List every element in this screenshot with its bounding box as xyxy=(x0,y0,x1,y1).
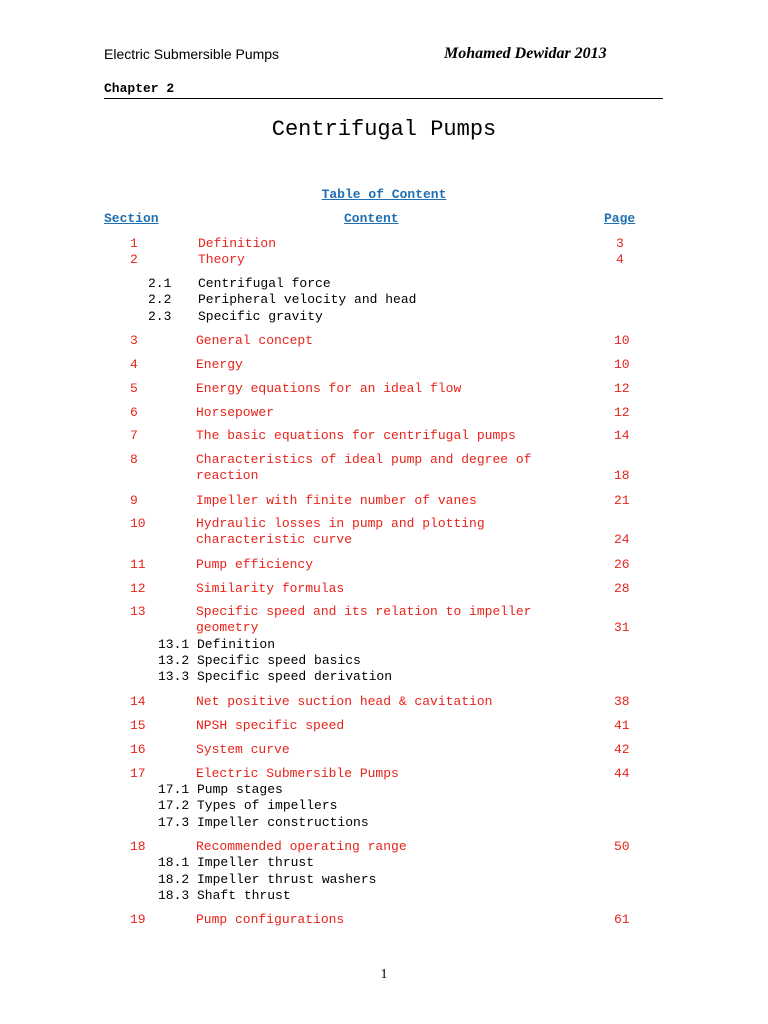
toc-page-number: 31 xyxy=(614,620,630,635)
toc-subsection-number: 2.1 xyxy=(148,276,172,291)
toc-section-number: 15 xyxy=(130,718,146,733)
toc-entry-title: Similarity formulas xyxy=(196,581,345,596)
toc-page-number: 10 xyxy=(614,333,630,348)
page-title: Centrifugal Pumps xyxy=(271,117,497,142)
toc-section-number: 16 xyxy=(130,742,146,757)
toc-subsection-number: 2.2 xyxy=(148,292,172,307)
toc-entry-title: Hydraulic losses in pump and plotting xyxy=(196,516,485,531)
toc-entry-title: Recommended operating range xyxy=(196,839,407,854)
toc-subentry: 13.2 Specific speed basics xyxy=(158,653,361,668)
toc-entry-title: Characteristics of ideal pump and degree of xyxy=(196,452,532,467)
toc-subentry: 13.3 Specific speed derivation xyxy=(158,669,393,684)
toc-page-number: 28 xyxy=(614,581,630,596)
toc-entry-title: Electric Submersible Pumps xyxy=(196,766,399,781)
toc-page-number: 61 xyxy=(614,912,630,927)
toc-subentry-title: Specific gravity xyxy=(198,309,323,324)
toc-entry-title: System curve xyxy=(196,742,290,757)
toc-page-number: 21 xyxy=(614,493,630,508)
toc-entry-title: Energy xyxy=(196,357,243,372)
toc-subentry-title: Centrifugal force xyxy=(198,276,331,291)
running-header-author: Mohamed Dewidar 2013 xyxy=(444,45,607,62)
toc-subentry: 18.2 Impeller thrust washers xyxy=(158,872,377,887)
toc-section-number: 17 xyxy=(130,766,146,781)
toc-section-number: 1 xyxy=(130,236,138,251)
toc-page-number: 4 xyxy=(616,252,624,267)
page-number: 1 xyxy=(380,967,388,982)
toc-section-number: 7 xyxy=(130,428,138,443)
toc-page-number: 26 xyxy=(614,557,630,572)
toc-page-number: 12 xyxy=(614,381,630,396)
toc-entry-title: Theory xyxy=(198,252,245,267)
toc-section-number: 2 xyxy=(130,252,138,267)
toc-section-number: 8 xyxy=(130,452,138,467)
toc-section-number: 3 xyxy=(130,333,138,348)
toc-section-number: 18 xyxy=(130,839,146,854)
header-rule xyxy=(104,98,663,99)
toc-section-number: 12 xyxy=(130,581,146,596)
toc-section-number: 13 xyxy=(130,604,146,619)
toc-page-number: 41 xyxy=(614,718,630,733)
toc-entry-title: Pump configurations xyxy=(196,912,345,927)
toc-column-page: Page xyxy=(604,211,636,226)
toc-entry-title: The basic equations for centrifugal pumps xyxy=(196,428,516,443)
toc-subentry: 13.1 Definition xyxy=(158,637,276,652)
toc-entry-title-continued: geometry xyxy=(196,620,259,635)
toc-entry-title: NPSH specific speed xyxy=(196,718,345,733)
toc-page-number: 38 xyxy=(614,694,630,709)
toc-subentry: 18.3 Shaft thrust xyxy=(158,888,291,903)
toc-section-number: 19 xyxy=(130,912,146,927)
toc-entry-title: Net positive suction head & cavitation xyxy=(196,694,493,709)
toc-section-number: 5 xyxy=(130,381,138,396)
toc-subentry: 17.1 Pump stages xyxy=(158,782,283,797)
toc-subentry: 18.1 Impeller thrust xyxy=(158,855,315,870)
toc-page-number: 3 xyxy=(616,236,624,251)
toc-entry-title-continued: characteristic curve xyxy=(196,532,353,547)
toc-page-number: 50 xyxy=(614,839,630,854)
toc-entry-title: Pump efficiency xyxy=(196,557,314,572)
toc-subentry: 17.2 Types of impellers xyxy=(158,798,338,813)
chapter-label: Chapter 2 xyxy=(104,81,175,96)
toc-page-number: 14 xyxy=(614,428,630,443)
running-header-left: Electric Submersible Pumps xyxy=(104,46,280,62)
toc-entry-title: Specific speed and its relation to impeller xyxy=(196,604,532,619)
toc-page-number: 44 xyxy=(614,766,630,781)
toc-page-number: 18 xyxy=(614,468,630,483)
toc-section-number: 4 xyxy=(130,357,138,372)
toc-page-number: 42 xyxy=(614,742,630,757)
toc-column-section: Section xyxy=(104,211,159,226)
toc-entry-title-continued: reaction xyxy=(196,468,259,483)
toc-title: Table of Content xyxy=(321,187,447,202)
toc-column-content: Content xyxy=(344,211,399,226)
toc-section-number: 10 xyxy=(130,516,146,531)
toc-entry-title: Energy equations for an ideal flow xyxy=(196,381,462,396)
toc-subentry: 17.3 Impeller constructions xyxy=(158,815,369,830)
toc-subsection-number: 2.3 xyxy=(148,309,172,324)
toc-entry-title: Horsepower xyxy=(196,405,275,420)
toc-page-number: 24 xyxy=(614,532,630,547)
toc-page-number: 12 xyxy=(614,405,630,420)
toc-entry-title: Impeller with finite number of vanes xyxy=(196,493,477,508)
toc-entry-title: General concept xyxy=(196,333,314,348)
toc-subentry-title: Peripheral velocity and head xyxy=(198,292,417,307)
toc-section-number: 9 xyxy=(130,493,138,508)
toc-section-number: 14 xyxy=(130,694,146,709)
toc-section-number: 6 xyxy=(130,405,138,420)
toc-section-number: 11 xyxy=(130,557,146,572)
toc-entry-title: Definition xyxy=(198,236,277,251)
toc-page-number: 10 xyxy=(614,357,630,372)
